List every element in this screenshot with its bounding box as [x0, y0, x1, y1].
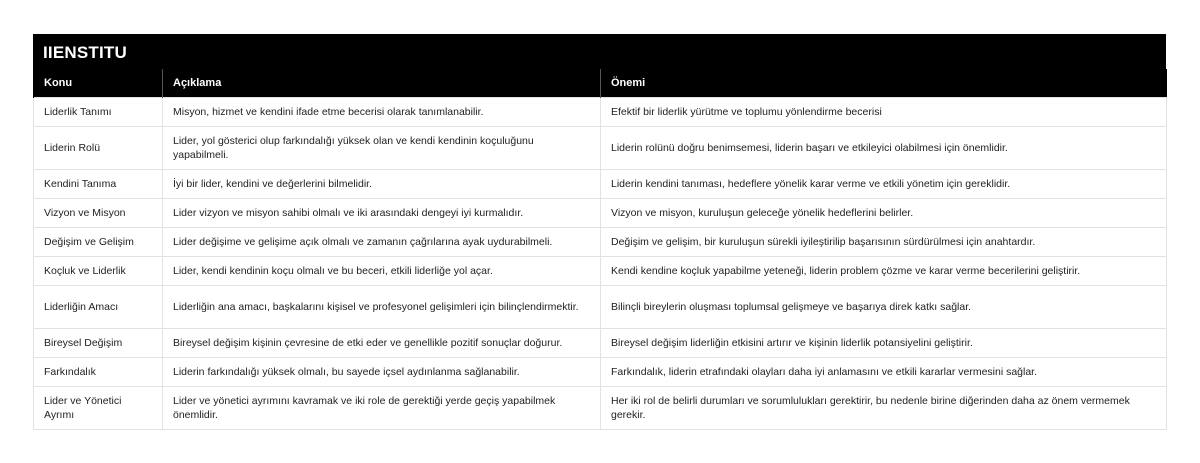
brand-title: IIENSTITU [33, 34, 1166, 69]
content-table-card [33, 34, 1166, 430]
cell-konu: Lider ve Yönetici Ayrımı [34, 386, 163, 429]
cell-konu: Liderlik Tanımı [34, 97, 163, 126]
cell-onemi: Liderin rolünü doğru benimsemesi, liderin başarı ve etkileyici olabilmesi için önemlidir. [601, 126, 1167, 169]
cell-konu: Koçluk ve Liderlik [34, 256, 163, 285]
table-row [34, 285, 1167, 328]
table-row [34, 256, 1167, 285]
table-row [34, 386, 1167, 429]
cell-konu: Liderin Rolü [34, 126, 163, 169]
cell-aciklama: Liderliğin ana amacı, başkalarını kişisel ve profesyonel gelişimleri için bilinçlendirmektir. [163, 285, 601, 328]
cell-aciklama: Bireysel değişim kişinin çevresine de etki eder ve genellikle pozitif sonuçlar doğurur. [163, 328, 601, 357]
cell-aciklama: İyi bir lider, kendini ve değerlerini bilmelidir. [163, 169, 601, 198]
cell-onemi: Liderin kendini tanıması, hedeflere yönelik karar verme ve etkili yönetim için gereklidir. [601, 169, 1167, 198]
table-row [34, 169, 1167, 198]
info-table [33, 69, 1167, 430]
cell-onemi: Değişim ve gelişim, bir kuruluşun sürekli iyileştirilip başarısının sürdürülmesi için anahtardır. [601, 227, 1167, 256]
cell-konu: Değişim ve Gelişim [34, 227, 163, 256]
cell-aciklama: Lider vizyon ve misyon sahibi olmalı ve iki arasındaki dengeyi iyi kurmalıdır. [163, 198, 601, 227]
header-aciklama: Açıklama [163, 69, 601, 97]
header-onemi: Önemi [601, 69, 1167, 97]
cell-aciklama: Misyon, hizmet ve kendini ifade etme becerisi olarak tanımlanabilir. [163, 97, 601, 126]
cell-onemi: Her iki rol de belirli durumları ve sorumlulukları gerektirir, bu nedenle birine diğerinden daha az önem vermemek gerekir. [601, 386, 1167, 429]
table-row [34, 328, 1167, 357]
table-row [34, 97, 1167, 126]
table-row [34, 227, 1167, 256]
cell-onemi: Farkındalık, liderin etrafındaki olayları daha iyi anlamasını ve etkili kararlar vermesini sağlar. [601, 357, 1167, 386]
cell-aciklama: Lider ve yönetici ayrımını kavramak ve iki role de gerektiği yerde geçiş yapabilmek önemlidir. [163, 386, 601, 429]
cell-onemi: Bilinçli bireylerin oluşması toplumsal gelişmeye ve başarıya direk katkı sağlar. [601, 285, 1167, 328]
cell-onemi: Vizyon ve misyon, kuruluşun geleceğe yönelik hedeflerini belirler. [601, 198, 1167, 227]
cell-konu: Vizyon ve Misyon [34, 198, 163, 227]
table-row [34, 198, 1167, 227]
cell-onemi: Kendi kendine koçluk yapabilme yeteneği, liderin problem çözme ve karar verme becerilerini geliştirir. [601, 256, 1167, 285]
cell-konu: Liderliğin Amacı [34, 285, 163, 328]
cell-konu: Farkındalık [34, 357, 163, 386]
cell-onemi: Bireysel değişim liderliğin etkisini artırır ve kişinin liderlik potansiyelini geliştirir. [601, 328, 1167, 357]
cell-aciklama: Lider, yol gösterici olup farkındalığı yüksek olan ve kendi kendinin koçuluğunu yapabilmeli. [163, 126, 601, 169]
cell-aciklama: Lider, kendi kendinin koçu olmalı ve bu beceri, etkili liderliğe yol açar. [163, 256, 601, 285]
cell-aciklama: Liderin farkındalığı yüksek olmalı, bu sayede içsel aydınlanma sağlanabilir. [163, 357, 601, 386]
header-row [34, 69, 1167, 97]
table-row [34, 357, 1167, 386]
cell-onemi: Efektif bir liderlik yürütme ve toplumu yönlendirme becerisi [601, 97, 1167, 126]
cell-konu: Bireysel Değişim [34, 328, 163, 357]
cell-konu: Kendini Tanıma [34, 169, 163, 198]
cell-aciklama: Lider değişime ve gelişime açık olmalı ve zamanın çağrılarına ayak uydurabilmeli. [163, 227, 601, 256]
header-konu: Konu [34, 69, 163, 97]
table-row [34, 126, 1167, 169]
